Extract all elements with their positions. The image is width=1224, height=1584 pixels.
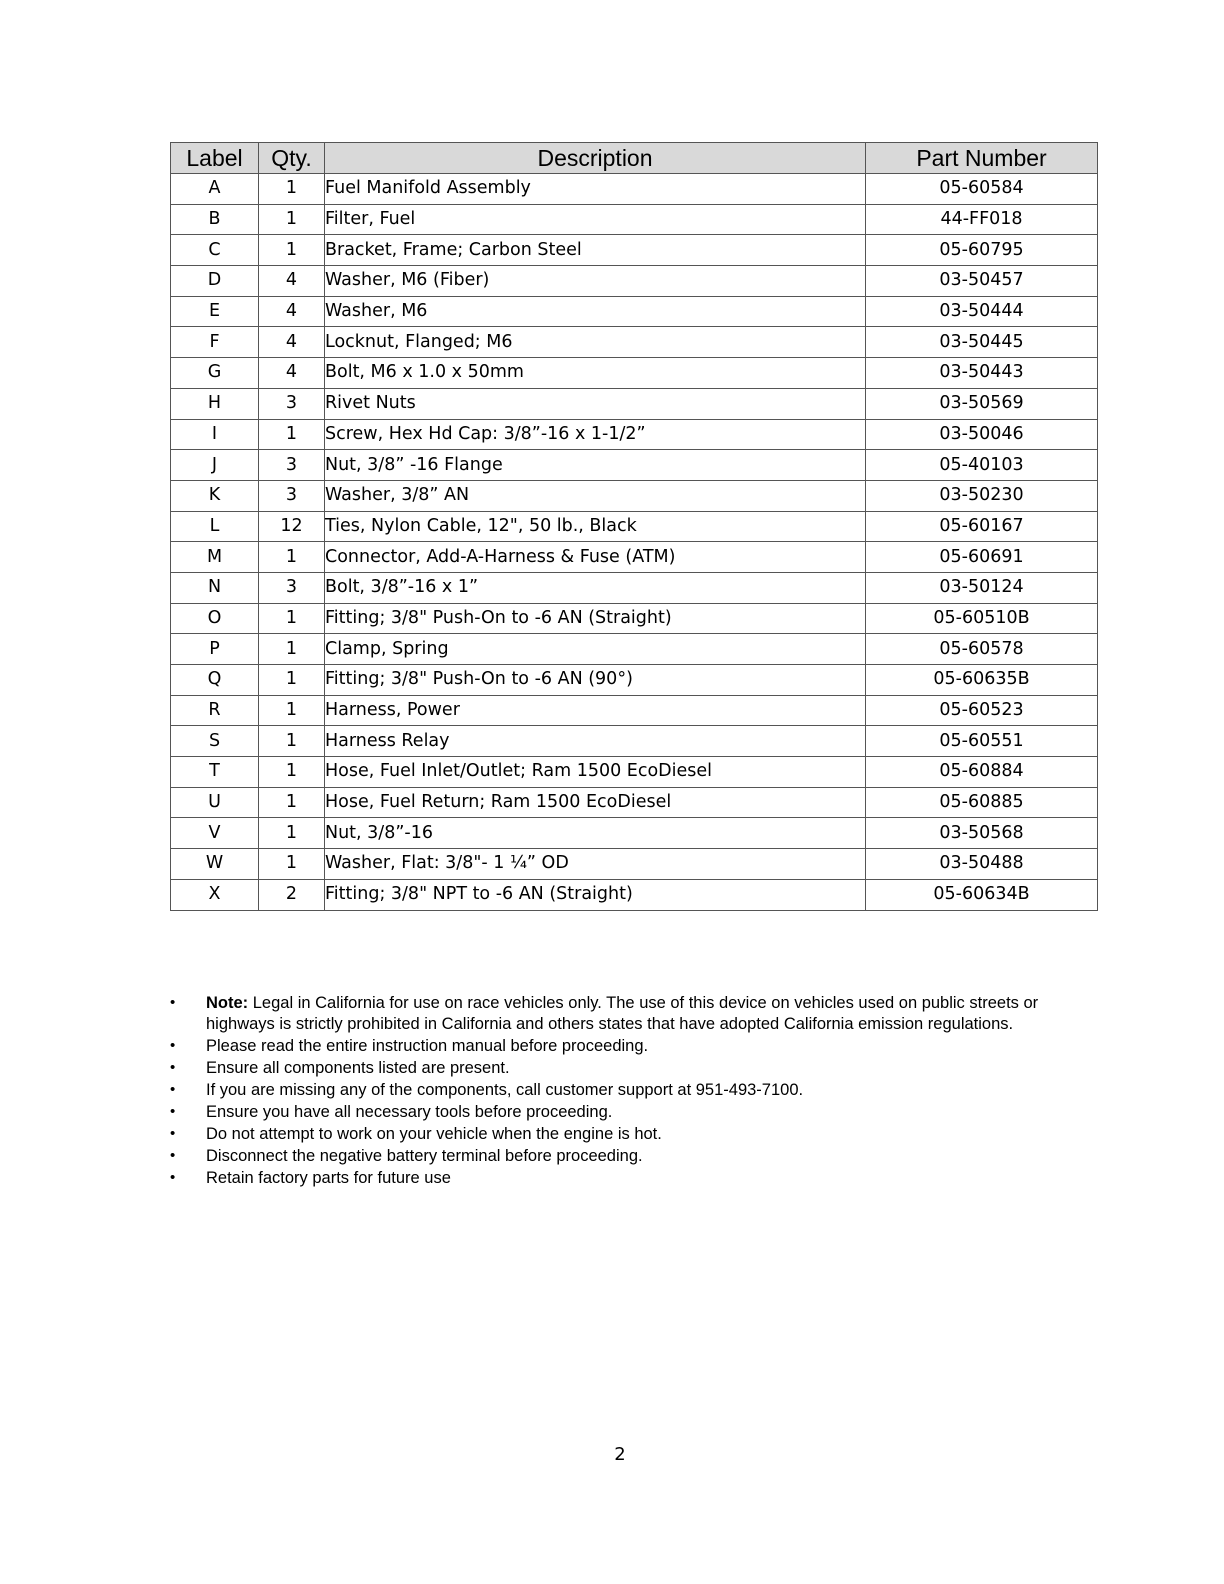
cell-label: S [171, 726, 259, 757]
cell-description: Fuel Manifold Assembly [325, 174, 866, 205]
cell-qty: 3 [259, 572, 325, 603]
cell-qty: 4 [259, 327, 325, 358]
cell-qty: 1 [259, 204, 325, 235]
cell-description: Screw, Hex Hd Cap: 3/8”-16 x 1-1/2” [325, 419, 866, 450]
cell-part-number: 03-50488 [866, 849, 1098, 880]
cell-part-number: 05-60634B [866, 879, 1098, 910]
note-label: Note: [206, 994, 249, 1012]
cell-description: Washer, 3/8” AN [325, 480, 866, 511]
cell-qty: 1 [259, 665, 325, 696]
note-item: • Ensure all components listed are present. [170, 1058, 1050, 1079]
cell-part-number: 05-60795 [866, 235, 1098, 266]
cell-label: H [171, 388, 259, 419]
note-item: • Ensure you have all necessary tools before proceeding. [170, 1102, 1050, 1123]
table-row [171, 695, 1098, 726]
table-row [171, 266, 1098, 297]
cell-qty: 2 [259, 879, 325, 910]
cell-label: E [171, 296, 259, 327]
cell-description: Nut, 3/8”-16 [325, 818, 866, 849]
cell-description: Bracket, Frame; Carbon Steel [325, 235, 866, 266]
cell-part-number: 03-50457 [866, 266, 1098, 297]
table-row [171, 572, 1098, 603]
cell-label: U [171, 787, 259, 818]
cell-description: Filter, Fuel [325, 204, 866, 235]
cell-part-number: 05-60885 [866, 787, 1098, 818]
cell-label: X [171, 879, 259, 910]
cell-qty: 1 [259, 726, 325, 757]
cell-label: D [171, 266, 259, 297]
table-row [171, 634, 1098, 665]
cell-part-number: 03-50569 [866, 388, 1098, 419]
cell-description: Fitting; 3/8" Push-On to -6 AN (Straight) [325, 603, 866, 634]
table-row [171, 726, 1098, 757]
cell-label: L [171, 511, 259, 542]
table-row [171, 818, 1098, 849]
cell-qty: 1 [259, 757, 325, 788]
parts-table-body [171, 174, 1098, 911]
note-item: • Please read the entire instruction manual before proceeding. [170, 1036, 1050, 1057]
cell-label: C [171, 235, 259, 266]
page-number: 2 [614, 1444, 626, 1465]
table-row [171, 419, 1098, 450]
cell-label: R [171, 695, 259, 726]
cell-label: Q [171, 665, 259, 696]
header-description: Description [325, 143, 866, 174]
cell-part-number: 05-60523 [866, 695, 1098, 726]
cell-label: G [171, 358, 259, 389]
cell-label: O [171, 603, 259, 634]
note-item: • Retain factory parts for future use [170, 1168, 1050, 1189]
cell-label: V [171, 818, 259, 849]
cell-description: Nut, 3/8” -16 Flange [325, 450, 866, 481]
cell-qty: 1 [259, 419, 325, 450]
table-row [171, 450, 1098, 481]
cell-label: P [171, 634, 259, 665]
cell-qty: 1 [259, 603, 325, 634]
cell-description: Bolt, M6 x 1.0 x 50mm [325, 358, 866, 389]
cell-qty: 1 [259, 174, 325, 205]
cell-part-number: 03-50444 [866, 296, 1098, 327]
header-part-number: Part Number [866, 143, 1098, 174]
table-row [171, 235, 1098, 266]
table-row [171, 757, 1098, 788]
cell-part-number: 05-60167 [866, 511, 1098, 542]
cell-description: Harness, Power [325, 695, 866, 726]
table-row [171, 542, 1098, 573]
note-item [170, 993, 1050, 1034]
header-qty: Qty. [259, 143, 325, 174]
cell-part-number: 03-50046 [866, 419, 1098, 450]
cell-description: Harness Relay [325, 726, 866, 757]
cell-label: N [171, 572, 259, 603]
cell-part-number: 05-60510B [866, 603, 1098, 634]
cell-part-number: 05-40103 [866, 450, 1098, 481]
cell-part-number: 03-50124 [866, 572, 1098, 603]
cell-part-number: 03-50568 [866, 818, 1098, 849]
table-row [171, 879, 1098, 910]
cell-description: Washer, M6 (Fiber) [325, 266, 866, 297]
cell-label: B [171, 204, 259, 235]
cell-description: Bolt, 3/8”-16 x 1” [325, 572, 866, 603]
cell-description: Hose, Fuel Inlet/Outlet; Ram 1500 EcoDiesel [325, 757, 866, 788]
cell-part-number: 05-60551 [866, 726, 1098, 757]
cell-description: Washer, Flat: 3/8"- 1 ¼” OD [325, 849, 866, 880]
cell-part-number: 44-FF018 [866, 204, 1098, 235]
cell-description: Ties, Nylon Cable, 12", 50 lb., Black [325, 511, 866, 542]
cell-part-number: 05-60635B [866, 665, 1098, 696]
cell-label: T [171, 757, 259, 788]
note-item: • Do not attempt to work on your vehicle when the engine is hot. [170, 1124, 1050, 1145]
cell-description: Locknut, Flanged; M6 [325, 327, 866, 358]
table-row [171, 480, 1098, 511]
cell-qty: 1 [259, 542, 325, 573]
cell-qty: 12 [259, 511, 325, 542]
cell-qty: 4 [259, 266, 325, 297]
table-header-row [171, 143, 1098, 174]
notes-list [170, 993, 1050, 1190]
cell-label: M [171, 542, 259, 573]
cell-qty: 1 [259, 695, 325, 726]
cell-qty: 1 [259, 235, 325, 266]
cell-qty: 3 [259, 450, 325, 481]
cell-label: J [171, 450, 259, 481]
table-row [171, 511, 1098, 542]
cell-part-number: 05-60584 [866, 174, 1098, 205]
cell-label: I [171, 419, 259, 450]
parts-table [170, 142, 1098, 911]
cell-label: K [171, 480, 259, 511]
cell-qty: 3 [259, 388, 325, 419]
cell-description: Rivet Nuts [325, 388, 866, 419]
table-row [171, 358, 1098, 389]
cell-description: Clamp, Spring [325, 634, 866, 665]
table-row [171, 174, 1098, 205]
cell-part-number: 03-50230 [866, 480, 1098, 511]
cell-part-number: 05-60691 [866, 542, 1098, 573]
table-row [171, 296, 1098, 327]
table-row [171, 204, 1098, 235]
cell-description: Washer, M6 [325, 296, 866, 327]
table-row [171, 603, 1098, 634]
cell-qty: 1 [259, 818, 325, 849]
cell-description: Connector, Add-A-Harness & Fuse (ATM) [325, 542, 866, 573]
cell-description: Fitting; 3/8" NPT to -6 AN (Straight) [325, 879, 866, 910]
note-item: • If you are missing any of the components, call customer support at 951-493-7100. [170, 1080, 1050, 1101]
cell-label: F [171, 327, 259, 358]
cell-qty: 1 [259, 787, 325, 818]
table-row [171, 388, 1098, 419]
cell-part-number: 05-60578 [866, 634, 1098, 665]
cell-qty: 3 [259, 480, 325, 511]
cell-part-number: 05-60884 [866, 757, 1098, 788]
cell-qty: 4 [259, 296, 325, 327]
table-row [171, 665, 1098, 696]
cell-label: A [171, 174, 259, 205]
note-item: • Disconnect the negative battery terminal before proceeding. [170, 1146, 1050, 1167]
cell-description: Fitting; 3/8" Push-On to -6 AN (90°) [325, 665, 866, 696]
table-row [171, 849, 1098, 880]
cell-qty: 1 [259, 634, 325, 665]
table-row [171, 787, 1098, 818]
cell-description: Hose, Fuel Return; Ram 1500 EcoDiesel [325, 787, 866, 818]
cell-qty: 4 [259, 358, 325, 389]
cell-part-number: 03-50445 [866, 327, 1098, 358]
cell-label: W [171, 849, 259, 880]
header-label: Label [171, 143, 259, 174]
table-row [171, 327, 1098, 358]
cell-qty: 1 [259, 849, 325, 880]
note-text: Legal in California for use on race vehicles only. The use of this device on vehicles used on public streets or highways is strictly prohibited in California and others states that have adopted California emission regulations. [206, 994, 1039, 1033]
cell-part-number: 03-50443 [866, 358, 1098, 389]
